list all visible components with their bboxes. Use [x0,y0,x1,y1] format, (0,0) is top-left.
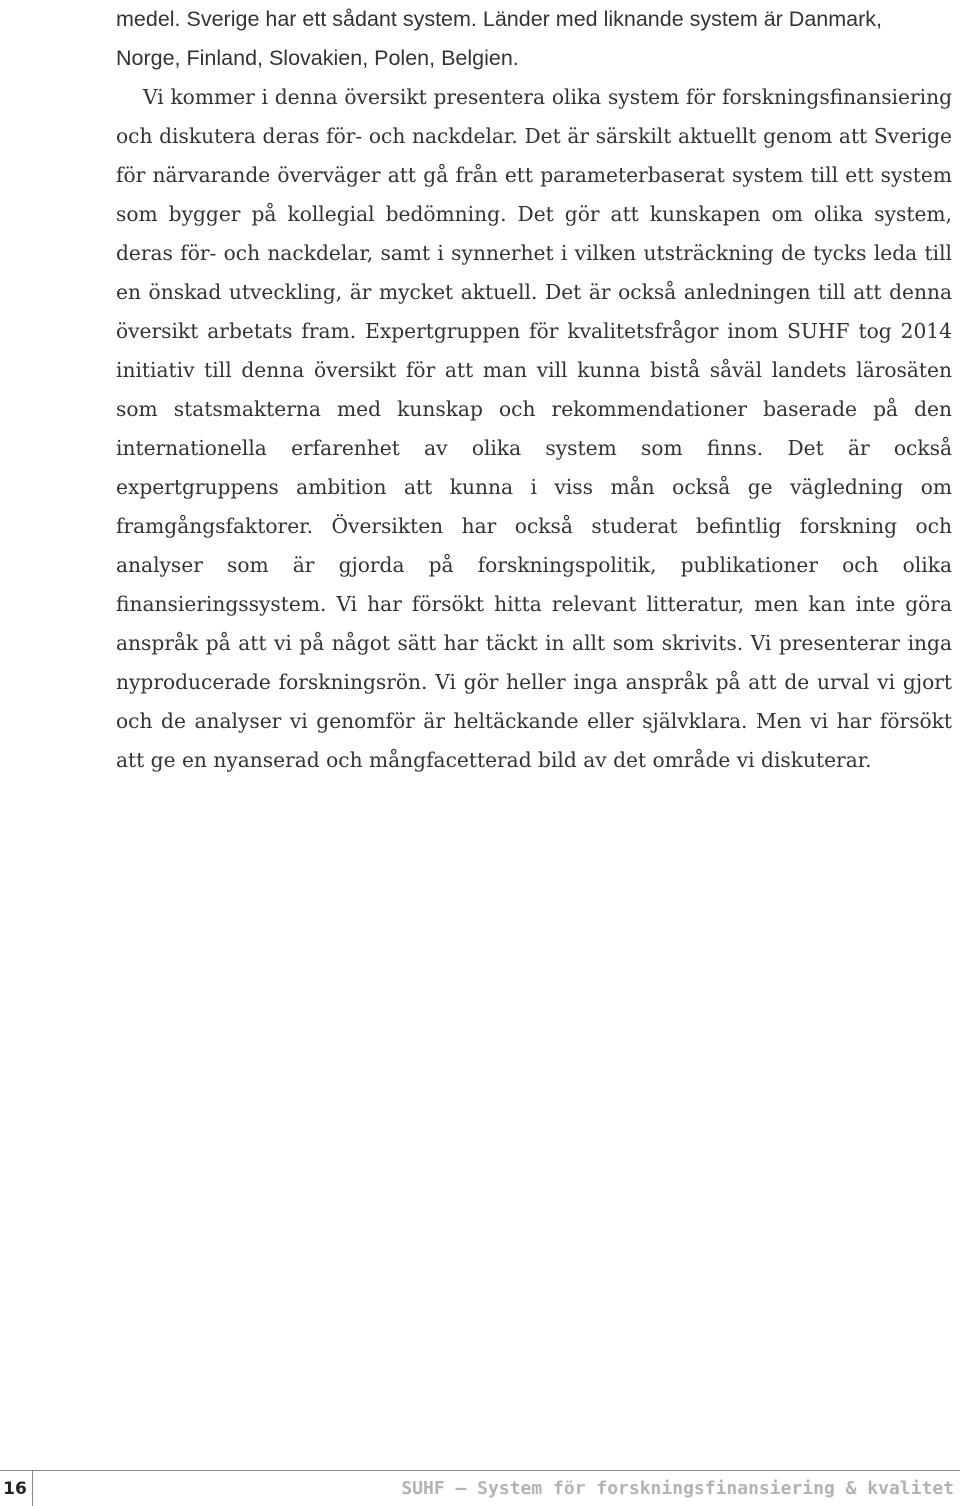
paragraph-2: Vi kommer i denna översikt presentera olika system för forskningsfinansiering och diskutera deras för- och nackdelar. Det är särskilt aktuellt genom att Sverige för närvarande överväger att gå från ett parameterbaserat system till ett system som bygger på kollegial bedömning. Det gör att kunskapen om olika system, deras för- och nackdelar, samt i synnerhet i vilken utsträckning de tycks leda till en önskad utveckling, är mycket aktuell. Det är också anledningen till att denna översikt arbetats fram. Expertgruppen för kvalitetsfrågor inom SUHF tog 2014 initiativ till denna översikt för att man vill kunna bistå såväl landets lärosäten som statsmakterna med kunskap och rekommendationer baserade på den internationella erfarenhet av olika system som finns. Det är också expertgruppens ambition att kunna i viss mån också ge vägledning om framgångsfaktorer. Översikten har också studerat befintlig forskning och analyser som är gjorda på forskningspolitik, publikationer och olika finansieringssystem. Vi har försökt hitta relevant litteratur, men kan inte göra anspråk på att vi på något sätt har täckt in allt som skrivits. Vi presenterar inga nyproducerade forskningsrön. Vi gör heller inga anspråk på att de urval vi gjort och de analyser vi genomför är heltäckande eller självklara. Men vi har försökt att ge en nyanserad och mångfacetterad bild av det område vi diskuterar. [116,85,952,772]
running-footer-title: SUHF – System för forskningsfinansiering & kvalitet [401,1478,954,1499]
footer-divider [32,1471,33,1506]
body-text [116,0,952,780]
paragraph-1: medel. Sverige har ett sådant system. Länder med liknande system är Danmark, Norge, Finland, Slovakien, Polen, Belgien. [116,7,882,70]
page-number: 16 [3,1479,27,1499]
footer-rule [0,1470,960,1471]
